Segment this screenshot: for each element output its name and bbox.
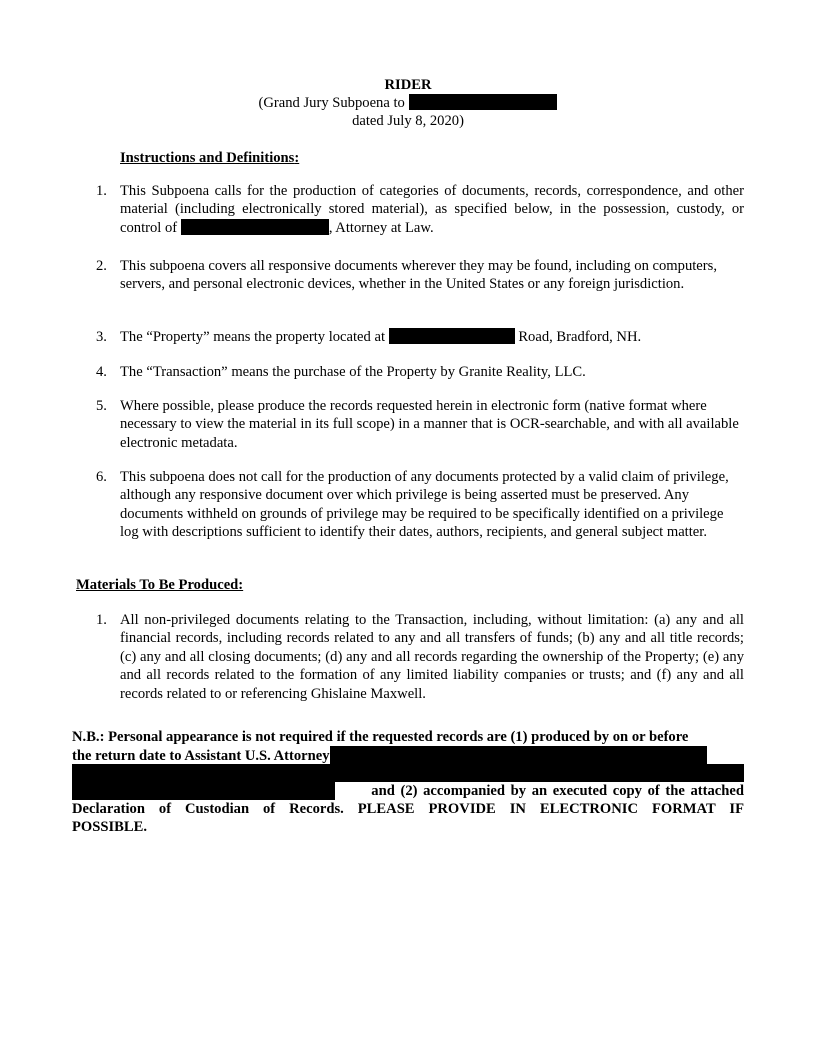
item-number: 2. [96,258,107,274]
instruction-item-5 [96,397,744,452]
nb-line-4-text: and (2) accompanied by an executed copy of the attached [371,783,744,799]
nb-line-1: N.B.: Personal appearance is not required if the requested records are (1) produced by on or before [72,729,689,745]
item-number: 4. [96,364,107,380]
instructions-heading [120,149,299,167]
redaction-bar [72,764,744,782]
redaction-bar [389,328,515,344]
item-number: 1. [96,183,107,199]
item-text: This subpoena covers all responsive documents wherever they may be found, including on computers, servers, and personal electronic devices, whether in the United States or any foreign jurisdiction. [120,258,717,293]
instruction-item-3 [96,328,744,346]
redaction-bar [181,219,329,235]
item-text: Where possible, please produce the records requested herein in electronic form (native format where necessary to view the material in its full scope) in a manner that is OCR-searchable, and with all available electronic metadata. [120,398,739,451]
item-text: This subpoena does not call for the production of any documents protected by a valid claim of privilege, although any responsive document over which privilege is being asserted must be preserved. Any documents withheld on grounds of privilege may be required to be specifically identified on a privilege log with descriptions sufficient to identify their dates, authors, recipients, and general subject matter. [120,469,729,541]
subpoena-subtitle [0,94,816,112]
nb-line-2 [72,746,744,764]
instructions-heading-colon: : [294,150,300,166]
materials-item-1 [96,611,744,703]
item-number: 3. [96,329,107,345]
item-text: Road, Bradford, NH. [518,329,642,345]
item-text: All non-privileged documents relating to the Transaction, including, without limitation: (a) any and all financial records, including records related to any and all transfers of funds; (b) any and all title records; (c) any and all closing documents; (d) any and all records regarding the ownership of the Property; (e) any and all records related to the formation of any limited liability companies or trusts; and (f) any and all records related to or referencing Ghislaine Maxwell. [120,612,744,702]
subtitle-prefix: (Grand Jury Subpoena to [258,95,405,111]
redaction-bar [409,94,557,110]
subpoena-date: dated July 8, 2020) [352,113,464,129]
nb-line-5: Declaration of Custodian of Records. PLEASE PROVIDE IN ELECTRONIC FORMAT IF [72,801,744,817]
rider-title: RIDER [384,77,432,93]
nb-line-3 [72,764,744,782]
materials-heading: Materials To Be Produced: [76,577,244,593]
instruction-item-6 [96,468,744,542]
item-number: 6. [96,469,107,485]
item-text: The “Property” means the property located at [120,329,386,345]
nb-line-2-text: the return date to Assistant U.S. Attorney [72,748,330,764]
redaction-bar [72,782,335,800]
instruction-item-1 [96,182,744,237]
redaction-bar [330,746,707,764]
nb-line-6: POSSIBLE. [72,819,148,835]
item-text: This Subpoena calls for the production of categories of documents, records, correspondence, and other material (including electronically stored material), as specified below, in the possession, custody, or control of [120,183,744,236]
instruction-item-4 [96,363,744,381]
item-text: The “Transaction” means the purchase of the Property by Granite Reality, LLC. [120,364,586,380]
item-text: , Attorney at Law. [328,219,434,236]
item-number: 1. [96,612,107,628]
nb-line-4 [72,782,744,800]
nota-bene [72,728,744,836]
item-number: 5. [96,398,107,414]
instructions-heading-text: Instructions and Definitions [120,150,295,166]
instruction-item-2 [96,257,744,294]
